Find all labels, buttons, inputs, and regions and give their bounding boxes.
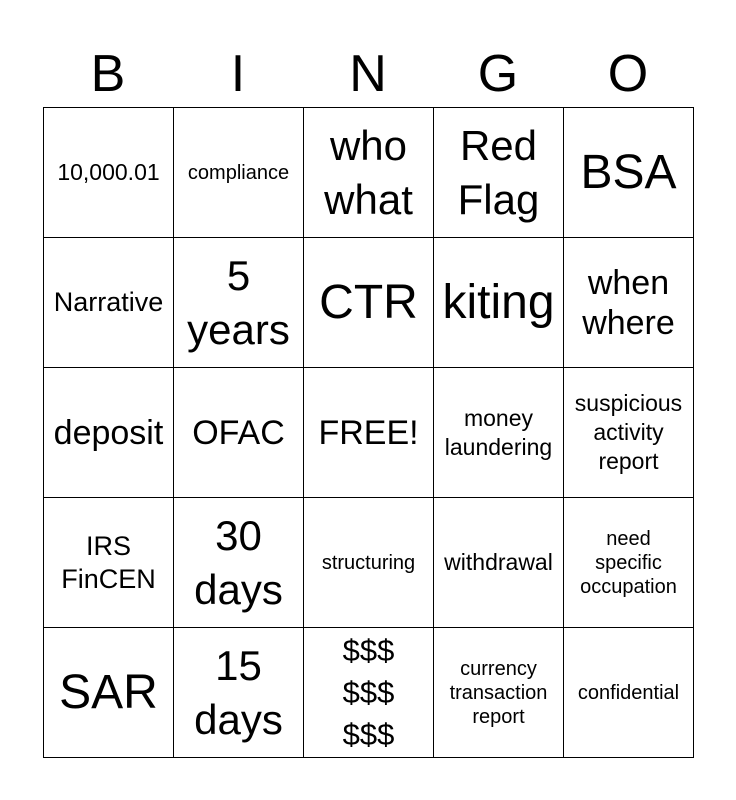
bingo-cell[interactable]: IRS FinCEN xyxy=(44,498,174,628)
bingo-cell[interactable]: confidential xyxy=(564,628,694,758)
bingo-cell[interactable]: kiting xyxy=(434,238,564,368)
header-letter-o: O xyxy=(607,45,649,103)
bingo-cell[interactable]: money laundering xyxy=(434,368,564,498)
bingo-cell[interactable]: 30 days xyxy=(174,498,304,628)
header-letter-n: N xyxy=(349,45,387,103)
bingo-cell[interactable]: $$$ $$$ $$$ xyxy=(304,628,434,758)
bingo-cell[interactable]: Red Flag xyxy=(434,108,564,238)
header-letter-b: B xyxy=(90,45,126,103)
bingo-cell[interactable]: need specific occupation xyxy=(564,498,694,628)
header-letter-g: G xyxy=(477,45,519,103)
bingo-header xyxy=(43,40,693,108)
bingo-cell[interactable]: SAR xyxy=(44,628,174,758)
bingo-cell[interactable]: suspicious activity report xyxy=(564,368,694,498)
bingo-cell[interactable]: 15 days xyxy=(174,628,304,758)
header-letter-i: I xyxy=(230,45,246,103)
bingo-board xyxy=(43,107,694,758)
bingo-cell[interactable]: when where xyxy=(564,238,694,368)
bingo-cell[interactable]: Narrative xyxy=(44,238,174,368)
bingo-cell[interactable]: 10,000.01 xyxy=(44,108,174,238)
free-space-cell[interactable]: FREE! xyxy=(304,368,434,498)
bingo-cell[interactable]: deposit xyxy=(44,368,174,498)
bingo-cell[interactable]: who what xyxy=(304,108,434,238)
bingo-cell[interactable]: withdrawal xyxy=(434,498,564,628)
bingo-cell[interactable]: BSA xyxy=(564,108,694,238)
bingo-cell[interactable]: currency transaction report xyxy=(434,628,564,758)
bingo-cell[interactable]: 5 years xyxy=(174,238,304,368)
bingo-cell[interactable]: compliance xyxy=(174,108,304,238)
bingo-cell[interactable]: structuring xyxy=(304,498,434,628)
bingo-cell[interactable]: OFAC xyxy=(174,368,304,498)
bingo-cell[interactable]: CTR xyxy=(304,238,434,368)
